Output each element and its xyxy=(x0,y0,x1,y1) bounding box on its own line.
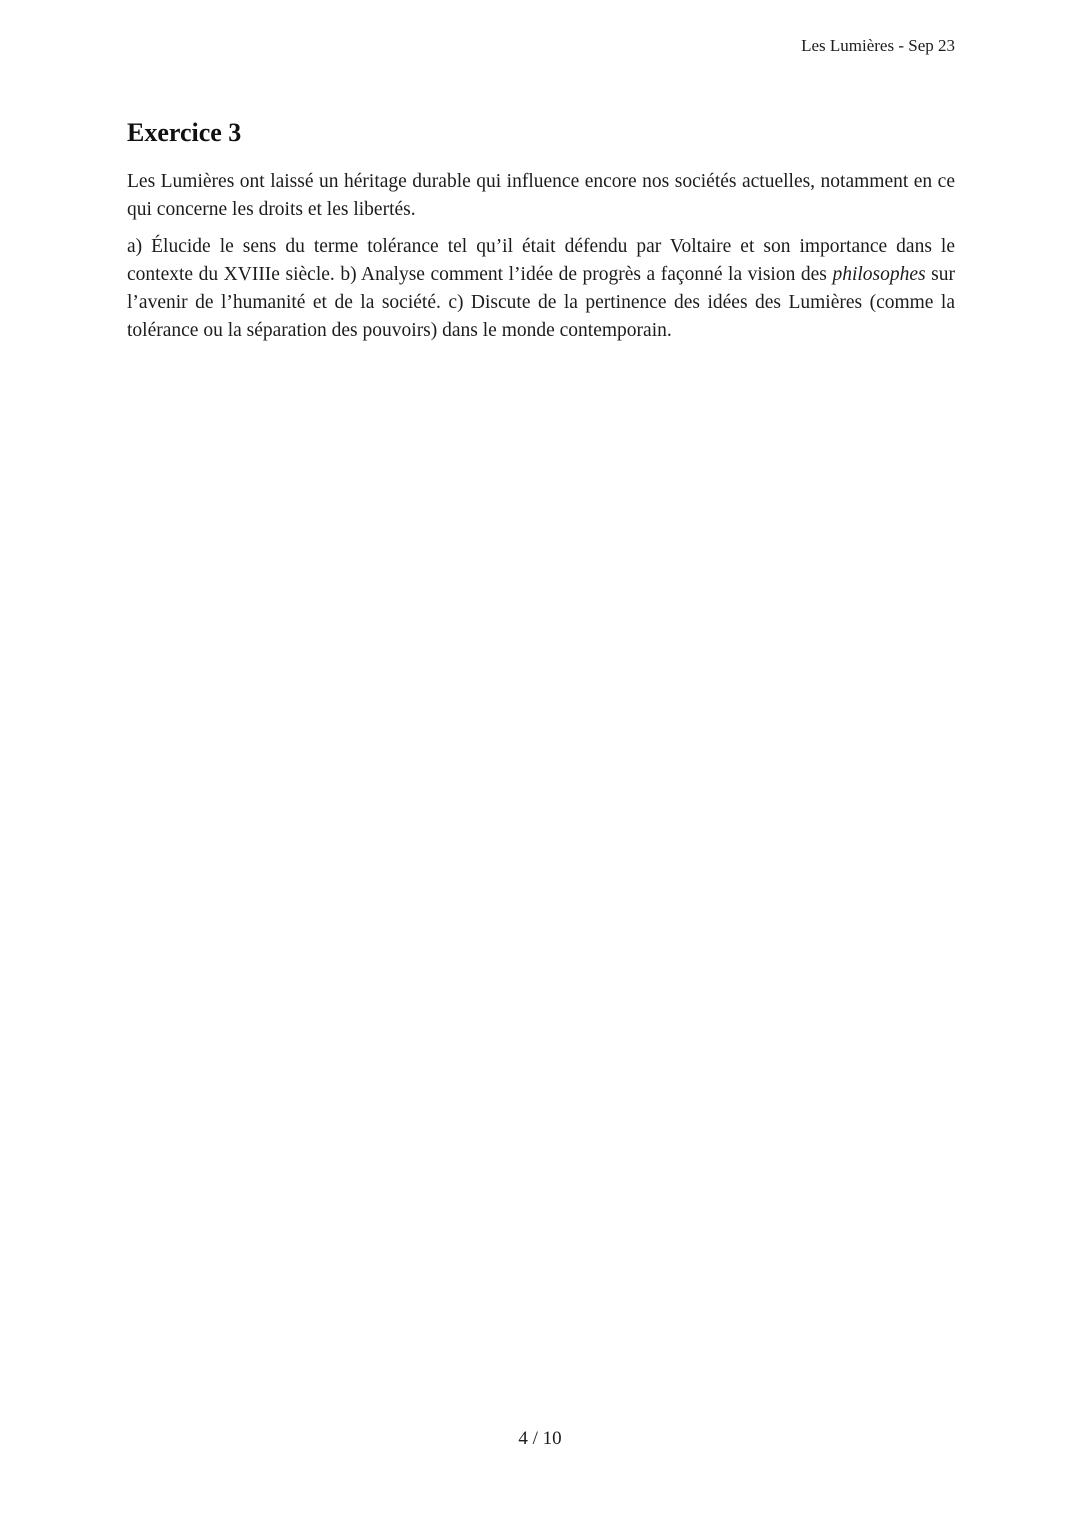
page-footer xyxy=(0,1428,1080,1450)
header-title: Les Lumières - Sep 23 xyxy=(801,36,955,55)
page-header xyxy=(0,36,955,56)
exercise-questions-paragraph xyxy=(127,233,955,345)
exercise-section xyxy=(127,116,955,354)
questions-text-before-italic: a) Élucide le sens du terme tolérance tel qu’il était défendu par Voltaire et son importance dans le contexte du XVIIIe siècle. b) Analyse comment l’idée de progrès a façonné la vision des xyxy=(127,235,955,285)
page-number: 4 / 10 xyxy=(518,1428,562,1449)
italic-word-philosophes: philosophes xyxy=(832,263,926,285)
exercise-intro-paragraph: Les Lumières ont laissé un héritage durable qui influence encore nos sociétés actuelles, notamment en ce qui concerne les droits et les libertés. xyxy=(127,170,955,220)
exercise-heading: Exercice 3 xyxy=(127,118,242,147)
questions-text-after-italic: sur l’avenir de l’humanité et de la société. c) Discute de la pertinence des idées des Lumières (comme la tolérance ou la séparation des pouvoirs) dans le monde contemporain. xyxy=(127,263,955,341)
